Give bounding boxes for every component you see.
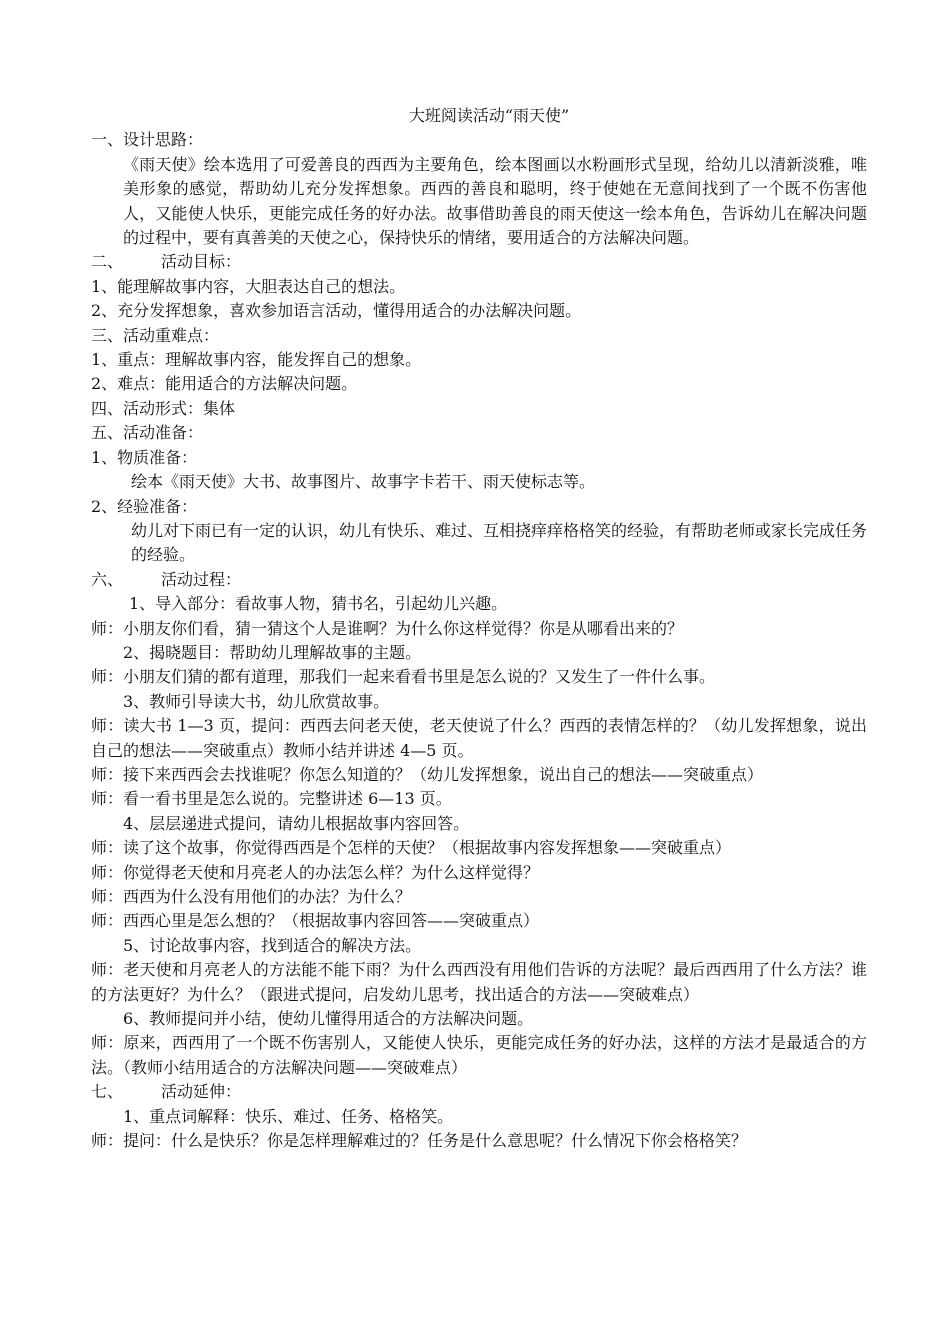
teacher-line-6: 师：读了这个故事，你觉得西西是个怎样的天使？（根据故事内容发挥想象——突破重点） [91,838,732,858]
section-6-number: 六、 [91,569,124,589]
section-7-heading [91,1080,867,1104]
section-6-heading [91,568,867,592]
section-4-heading: 四、活动形式：集体 [91,398,236,418]
prep-item-2-heading: 2、经验准备： [91,496,198,516]
teacher-line-7: 师：你觉得老天使和月亮老人的办法怎么样？为什么这样觉得？ [91,862,540,882]
design-idea-paragraph: 《雨天使》绘本选用了可爱善良的西西为主要角色，绘本图画以水粉画形式呈现，给幼儿以清新淡雅，唯美形象的感觉，帮助幼儿充分发挥想象。西西的善良和聪明，终于使她在无意间找到了一个既不伤害他人，又能使人快乐，更能完成任务的好办法。故事借助善良的雨天使这一绘本角色，告诉幼儿在解决问题的过程中，要有真善美的天使之心，保持快乐的情绪，要用适合的方法解决问题。 [123,154,867,248]
teacher-line-2: 师：小朋友们猜的都有道理，那我们一起来看看书里是怎么说的？又发生了一件什么事。 [91,667,716,687]
prep-item-2-paragraph: 幼儿对下雨已有一定的认识，幼儿有快乐、难过、互相挠痒痒格格笑的经验，有帮助老师或家长完成任务的经验。 [131,520,868,565]
extension-item-1: 1、重点词解释：快乐、难过、任务、格格笑。 [123,1106,454,1126]
document-body [91,104,867,1153]
section-7-title: 活动延伸： [161,1082,242,1102]
document-title: 大班阅读活动“雨天使” [408,106,570,125]
section-2-number: 二、 [91,252,124,272]
key-point-item-1: 1、重点：理解故事内容，能发挥自己的想象。 [91,350,422,370]
process-step-6: 6、教师提问并小结，使幼儿懂得用适合的方法解决问题。 [123,1009,534,1029]
section-6-title: 活动过程： [161,569,242,589]
teacher-line-4: 师：接下来西西会去找谁呢？你怎么知道的？（幼儿发挥想象，说出自己的想法——突破重点） [91,764,764,784]
teacher-line-8: 师：西西为什么没有用他们的办法？为什么？ [91,887,412,906]
process-step-3: 3、教师引导读大书，幼儿欣赏故事。 [123,691,390,711]
section-2-heading [91,250,867,274]
section-1-heading: 一、设计思路： [91,130,204,150]
teacher-line-12: 师：提问：什么是快乐？你是怎样理解难过的？任务是什么意思呢？什么情况下你会格格笑？ [91,1131,748,1151]
key-point-item-2: 2、难点：能用适合的方法解决问题。 [91,374,358,394]
prep-item-1-heading: 1、物质准备： [91,447,198,467]
teacher-line-11: 师：原来，西西用了一个既不伤害别人，又能使人快乐，更能完成任务的好办法，这样的方法才是最适合的方法。（教师小结用适合的方法解决问题——突破难点） [91,1033,867,1077]
teacher-line-9: 师：西西心里是怎么想的？（根据故事内容回答——突破重点） [91,911,540,931]
process-step-4: 4、层层递进式提问，请幼儿根据故事内容回答。 [123,813,470,833]
section-2-title: 活动目标： [161,252,242,272]
teacher-line-5: 师：看一看书里是怎么说的。完整讲述 6—13 页。 [91,789,452,809]
process-step-2: 2、揭晓题目：帮助幼儿理解故事的主题。 [123,642,422,662]
process-step-5: 5、讨论故事内容，找到适合的解决方法。 [123,935,422,955]
goal-item-2: 2、充分发挥想象，喜欢参加语言活动，懂得用适合的办法解决问题。 [91,301,582,321]
prep-item-1-text: 绘本《雨天使》大书、故事图片、故事字卡若干、雨天使标志等。 [131,472,596,492]
section-7-number: 七、 [91,1082,124,1102]
goal-item-1: 1、能理解故事内容，大胆表达自己的想法。 [91,276,406,296]
section-3-heading: 三、活动重难点： [91,325,220,345]
process-step-1: 1、导入部分：看故事人物，猜书名，引起幼儿兴趣。 [129,594,508,614]
teacher-line-3: 师：读大书 1—3 页，提问：西西去问老天使，老天使说了什么？西西的表情怎样的？（幼儿发挥想象，说出自己的想法——突破重点）教师小结并讲述 4—5 页。 [91,716,867,760]
section-5-heading: 五、活动准备： [91,423,204,443]
teacher-line-1: 师：小朋友你们看，猜一猜这个人是谁啊？为什么你这样觉得？你是从哪看出来的？ [91,618,684,638]
teacher-line-10: 师：老天使和月亮老人的方法能不能下雨？为什么西西没有用他们告诉的方法呢？最后西西用了什么方法？谁的方法更好？为什么？（跟进式提问，启发幼儿思考，找出适合的方法——突破难点） [91,960,867,1004]
